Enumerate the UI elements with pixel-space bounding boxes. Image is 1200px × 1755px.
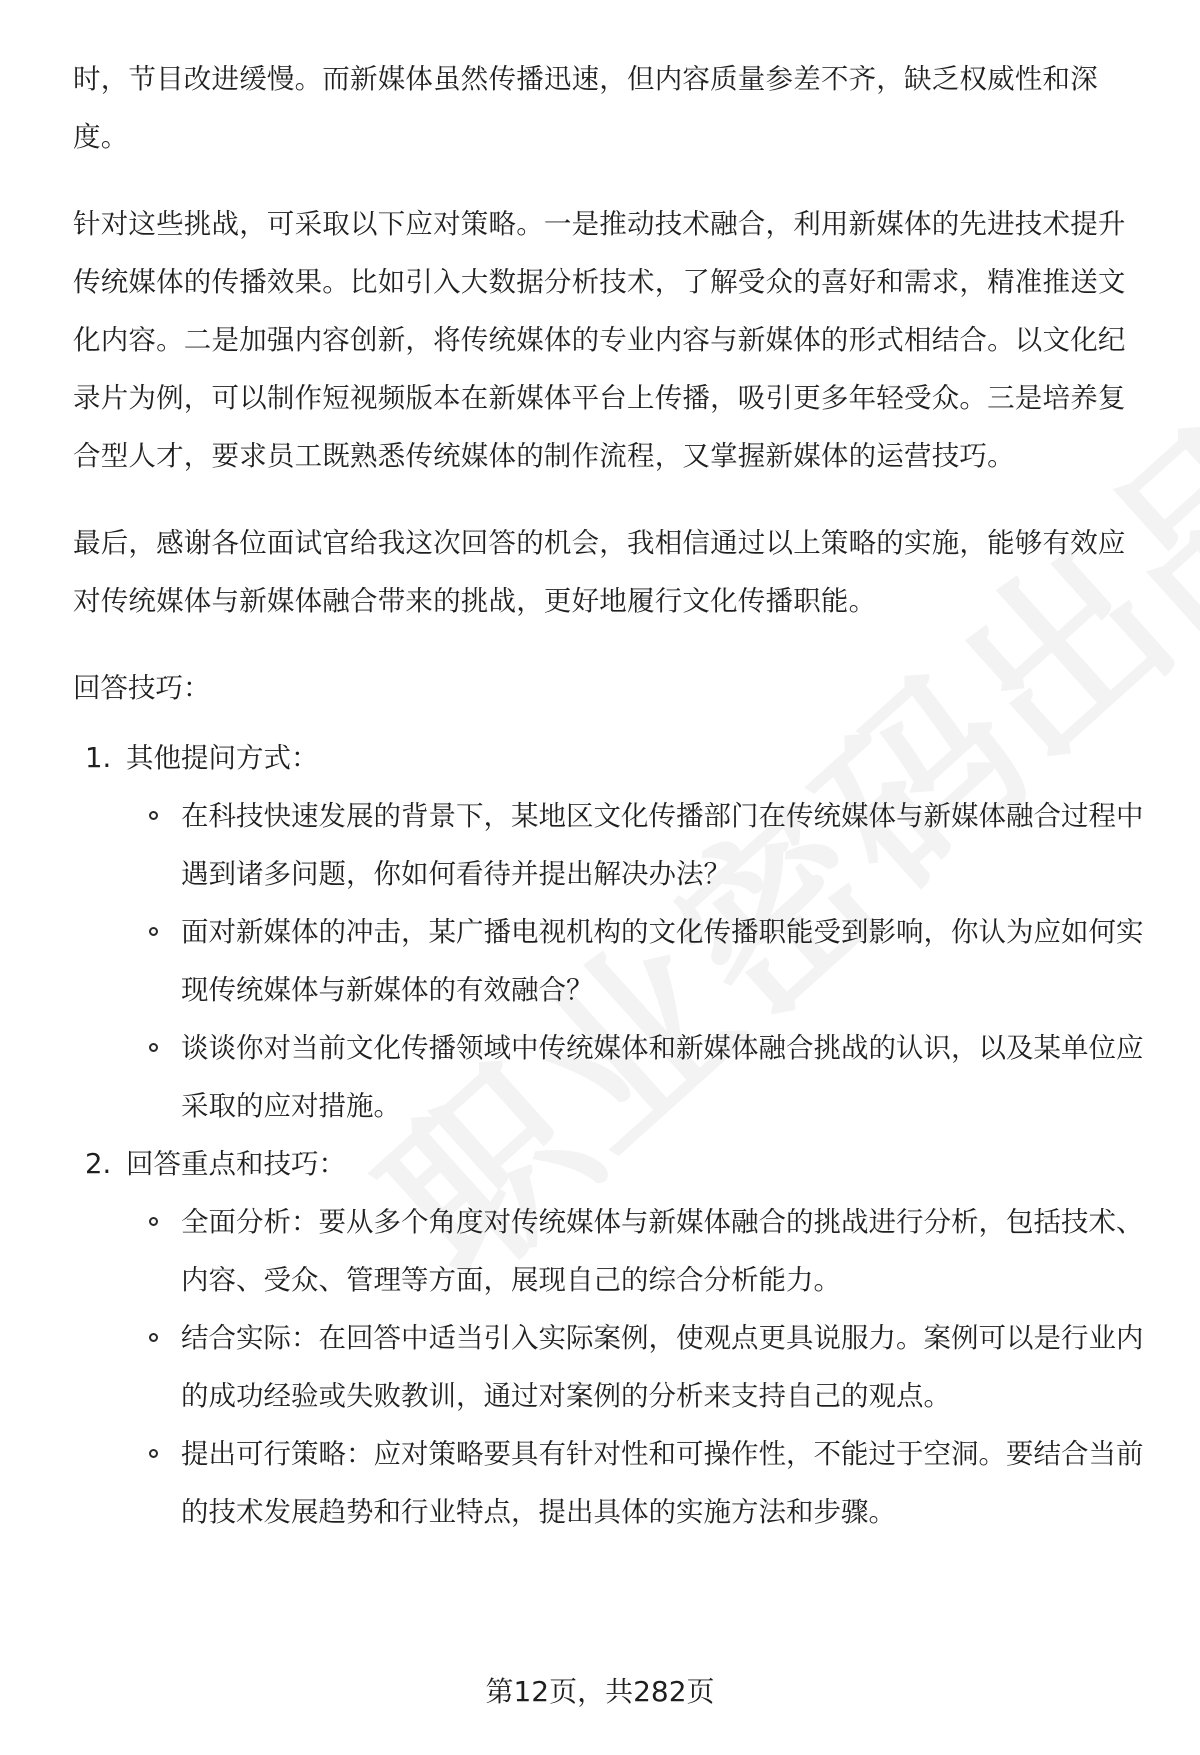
bullet-circle-icon (149, 1217, 158, 1226)
section-number: 2. (85, 1148, 112, 1180)
paragraph-2: 针对这些挑战，可采取以下应对策略。一是推动技术融合，利用新媒体的先进技术提升传统媒体的传播效果。比如引入大数据分析技术，了解受众的喜好和需求，精准推送文化内容。二是加强内容创新，将传统媒体的专业内容与新媒体的形式相结合。以文化纪录片为例，可以制作短视频版本在新媒体平台上传播，吸引更多年轻受众。三是培养复合型人才，要求员工既熟悉传统媒体的制作流程，又掌握新媒体的运营技巧。 (73, 208, 1126, 472)
bullet-circle-icon (149, 1449, 158, 1458)
list-item (126, 1193, 1148, 1309)
tips-section-2 (73, 1135, 1148, 1541)
bullet-circle-icon (149, 811, 158, 820)
bullet-circle-icon (149, 1043, 158, 1052)
list-item-text: 面对新媒体的冲击，某广播电视机构的文化传播职能受到影响，你认为应如何实现传统媒体与新媒体的有效融合？ (181, 916, 1144, 1006)
bullet-circle-icon (149, 1333, 158, 1342)
paragraph-3: 最后，感谢各位面试官给我这次回答的机会，我相信通过以上策略的实施，能够有效应对传统媒体与新媒体融合带来的挑战，更好地履行文化传播职能。 (73, 527, 1126, 617)
section-number: 1. (85, 742, 112, 774)
bullet-circle-icon (149, 927, 158, 936)
list-item-text: 全面分析：要从多个角度对传统媒体与新媒体融合的挑战进行分析，包括技术、内容、受众、管理等方面，展现自己的综合分析能力。 (181, 1206, 1144, 1296)
list-item-text: 谈谈你对当前文化传播领域中传统媒体和新媒体融合挑战的认识，以及某单位应采取的应对措施。 (181, 1032, 1144, 1122)
page-footer: 第12页，共282页 (485, 1675, 715, 1708)
list-item (126, 1309, 1148, 1425)
section-title: 回答重点和技巧： (126, 1148, 346, 1180)
list-item (126, 1425, 1148, 1541)
list-item (126, 787, 1148, 903)
list-item (126, 903, 1148, 1019)
tips-heading: 回答技巧： (73, 672, 211, 704)
section-title: 其他提问方式： (126, 742, 319, 774)
paragraph-1: 时，节目改进缓慢。而新媒体虽然传播迅速，但内容质量参差不齐，缺乏权威性和深度。 (73, 63, 1098, 153)
section-1-items (126, 787, 1148, 1135)
list-item (126, 1019, 1148, 1135)
tips-section-1 (73, 729, 1148, 1135)
page-content (73, 50, 1148, 1541)
section-2-items (126, 1193, 1148, 1541)
list-item-text: 结合实际：在回答中适当引入实际案例，使观点更具说服力。案例可以是行业内的成功经验或失败教训，通过对案例的分析来支持自己的观点。 (181, 1322, 1144, 1412)
tips-list (73, 729, 1148, 1541)
list-item-text: 提出可行策略：应对策略要具有针对性和可操作性，不能过于空洞。要结合当前的技术发展趋势和行业特点，提出具体的实施方法和步骤。 (181, 1438, 1144, 1528)
list-item-text: 在科技快速发展的背景下，某地区文化传播部门在传统媒体与新媒体融合过程中遇到诸多问题，你如何看待并提出解决办法？ (181, 800, 1144, 890)
